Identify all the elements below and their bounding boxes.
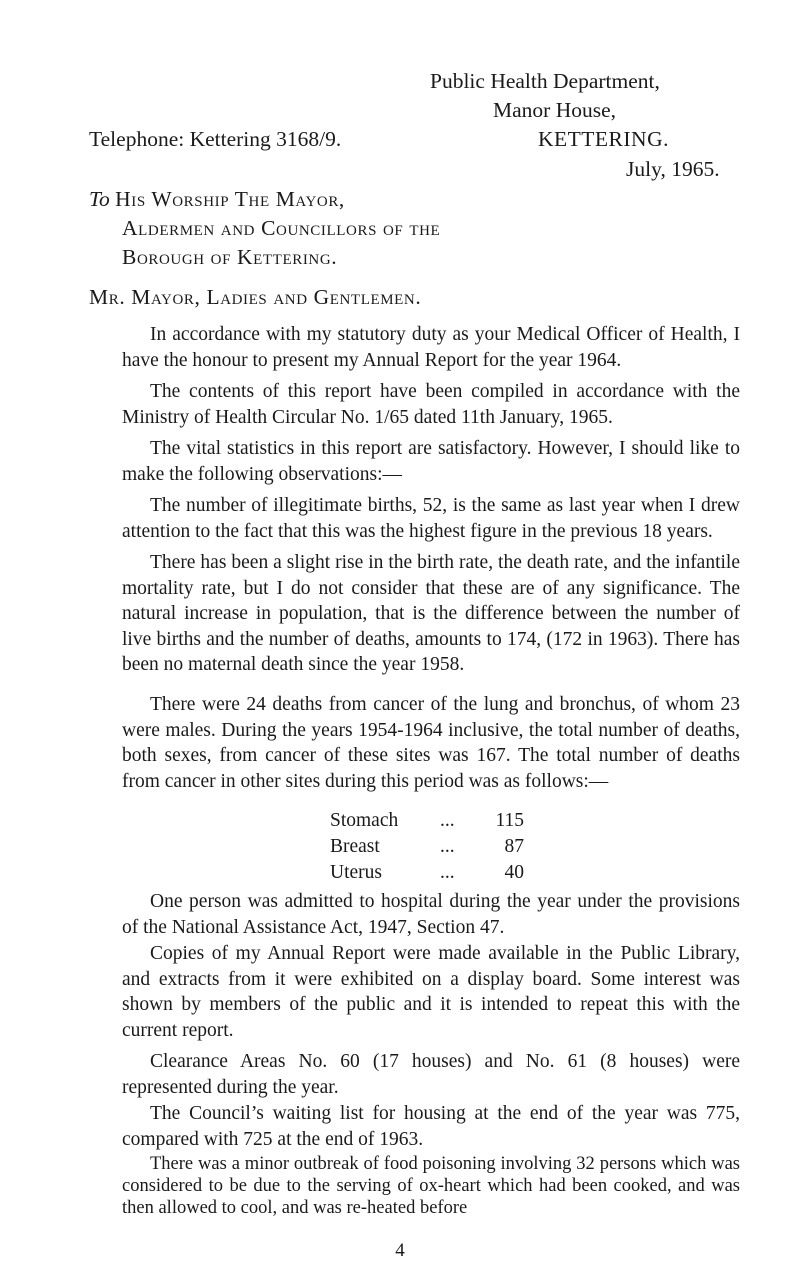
paragraph-3: The vital statistics in this report are satisfactory. However, I should like to make the following observations:— xyxy=(122,438,740,485)
table-row xyxy=(330,860,524,885)
addressee-line-2: Aldermen and Councillors of the xyxy=(122,216,441,240)
addressee-line-1 xyxy=(89,185,345,213)
salutation: Mr. Mayor, Ladies and Gentlemen. xyxy=(89,285,422,309)
addressee-prefix: To xyxy=(89,187,110,211)
paragraph-1: In accordance with my statutory duty as your Medical Officer of Health, I have the honour to present my Annual Report for the year 1964. xyxy=(122,324,740,371)
table-row xyxy=(330,808,524,833)
paragraph-9: Clearance Areas No. 60 (17 houses) and No. 61 (8 houses) were represented during the year. xyxy=(122,1051,740,1098)
address-line-1: Public Health Department, xyxy=(430,69,660,93)
address-line-2: Manor House, xyxy=(493,98,617,122)
paragraph-11: There was a minor outbreak of food poisoning involving 32 persons which was considered to be due to the serving of ox-heart which had been cooked, and was then allowed to cool, and was re-heated before xyxy=(122,1154,740,1218)
telephone-line: Telephone: Kettering 3168/9. xyxy=(89,127,342,151)
addressee-line-3: Borough of Kettering. xyxy=(122,245,338,269)
paragraph-4: The number of illegitimate births, 52, is the same as last year when I drew attention to the fact that this was the highest figure in the previous 18 years. xyxy=(122,495,740,542)
page-number: 4 xyxy=(395,1240,405,1261)
paragraph-7: One person was admitted to hospital during the year under the provisions of the National Assistance Act, 1947, Section 47. xyxy=(122,891,740,938)
table-site: Uterus xyxy=(330,862,382,883)
table-site: Breast xyxy=(330,836,380,857)
paragraph-10: The Council’s waiting list for housing at the end of the year was 775, compared with 725 at the end of 1963. xyxy=(122,1103,740,1150)
table-leader: ... xyxy=(440,862,455,883)
table-row xyxy=(330,834,524,859)
table-count: 87 xyxy=(504,836,524,857)
paragraph-2: The contents of this report have been compiled in accordance with the Ministry of Health Circular No. 1/65 dated 11th January, 1965. xyxy=(122,381,740,428)
addressee-name: His Worship The Mayor, xyxy=(115,187,345,211)
table-leader: ... xyxy=(440,810,455,831)
table-leader: ... xyxy=(440,836,455,857)
letter-date: July, 1965. xyxy=(626,157,720,181)
paragraph-6: There were 24 deaths from cancer of the lung and bronchus, of whom 23 were males. During the years 1954-1964 inclusive, the total number of deaths, both sexes, from cancer of these sites was 167. The total number of deaths from cancer in other sites during this period was as follows:— xyxy=(122,694,740,792)
table-site: Stomach xyxy=(330,810,399,831)
paragraph-5: There has been a slight rise in the birth rate, the death rate, and the infantile mortality rate, but I do not consider that these are of any significance. The natural increase in population, that is the difference between the number of live births and the number of deaths, amounts to 174, (172 in 1963). There has been no maternal death since the year 1958. xyxy=(122,552,740,675)
table-count: 40 xyxy=(504,862,524,883)
address-town: KETTERING. xyxy=(538,127,669,151)
table-count: 115 xyxy=(495,810,524,831)
paragraph-8: Copies of my Annual Report were made available in the Public Library, and extracts from it were exhibited on a display board. Some interest was shown by members of the public and it is intended to repeat this with the current report. xyxy=(122,943,740,1041)
